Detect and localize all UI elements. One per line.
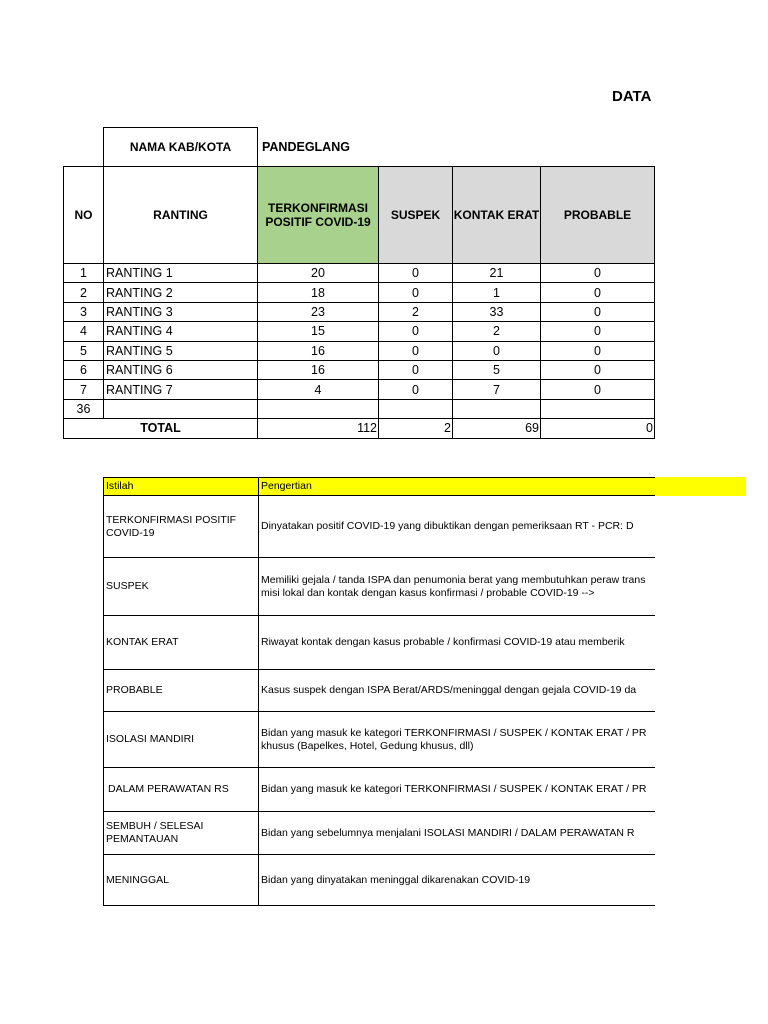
- cell-terkonfirmasi: 18: [258, 283, 379, 302]
- glossary-term: MENINGGAL: [104, 855, 259, 906]
- table-row: [64, 283, 655, 302]
- cell-empty: [104, 399, 258, 418]
- cell-no: 2: [64, 283, 104, 302]
- glossary-header-row: [104, 478, 655, 496]
- kab-kota-label: NAMA KAB/KOTA: [104, 128, 258, 167]
- cell-suspek: 0: [379, 283, 453, 302]
- table-header-row: [64, 167, 655, 264]
- cell-kontak-erat: 0: [453, 341, 541, 360]
- total-label: TOTAL: [64, 419, 258, 438]
- glossary-definition: Bidan yang masuk ke kategori TERKONFIRMASI / SUSPEK / KONTAK ERAT / PR: [259, 768, 655, 812]
- glossary-row: [104, 855, 655, 906]
- cell-probable: 0: [541, 360, 655, 379]
- cell-probable: 0: [541, 380, 655, 399]
- glossary-definition: Memiliki gejala / tanda ISPA dan penumonia berat yang membutuhkan peraw transmisi lokal dan kontak dengan kasus konfirmasi / probable COVID-19 -->: [259, 558, 655, 616]
- header-suspek: SUSPEK: [379, 167, 453, 264]
- glossary-definition: Kasus suspek dengan ISPA Berat/ARDS/meninggal dengan gejala COVID-19 da: [259, 670, 655, 712]
- glossary-header-definition: Pengertian: [259, 478, 655, 496]
- total-suspek: 2: [379, 419, 453, 438]
- cell-probable: 0: [541, 302, 655, 321]
- sheet-title: DATA: [612, 88, 652, 105]
- total-row: [64, 419, 655, 438]
- cell-probable: 0: [541, 264, 655, 283]
- cell-no: 1: [64, 264, 104, 283]
- cell-terkonfirmasi: 23: [258, 302, 379, 321]
- cell-suspek: 0: [379, 264, 453, 283]
- cell-terkonfirmasi: 4: [258, 380, 379, 399]
- cell-terkonfirmasi: 16: [258, 360, 379, 379]
- table-row: [64, 341, 655, 360]
- cell-ranting: RANTING 4: [104, 322, 258, 341]
- cell-kontak-erat: 7: [453, 380, 541, 399]
- cell-no: 4: [64, 322, 104, 341]
- cell-terkonfirmasi: 20: [258, 264, 379, 283]
- cell-kontak-erat: 5: [453, 360, 541, 379]
- cell-terkonfirmasi: 16: [258, 341, 379, 360]
- cell-suspek: 0: [379, 380, 453, 399]
- glossary-row: [104, 712, 655, 768]
- cell-ranting: RANTING 6: [104, 360, 258, 379]
- glossary-term: TERKONFIRMASI POSITIF COVID-19: [104, 496, 259, 558]
- total-kontak-erat: 69: [453, 419, 541, 438]
- glossary-term: SUSPEK: [104, 558, 259, 616]
- cell-no: 7: [64, 380, 104, 399]
- glossary-table: [103, 477, 655, 906]
- glossary-term: DALAM PERAWATAN RS: [104, 768, 259, 812]
- cell-kontak-erat: 21: [453, 264, 541, 283]
- table-row: [64, 302, 655, 321]
- table-row: [64, 380, 655, 399]
- header-terkonfirmasi: TERKONFIRMASI POSITIF COVID-19: [258, 167, 379, 264]
- cell-probable: 0: [541, 322, 655, 341]
- cell-no: 6: [64, 360, 104, 379]
- cell-probable: 0: [541, 341, 655, 360]
- cell-suspek: 2: [379, 302, 453, 321]
- cell-kontak-erat: 33: [453, 302, 541, 321]
- cell-ranting: RANTING 5: [104, 341, 258, 360]
- cell-suspek: 0: [379, 341, 453, 360]
- table-row: [64, 360, 655, 379]
- cell-no: 3: [64, 302, 104, 321]
- total-terkonfirmasi: 112: [258, 419, 379, 438]
- cell-suspek: 0: [379, 360, 453, 379]
- glossary-row: [104, 558, 655, 616]
- cell-ranting: RANTING 7: [104, 380, 258, 399]
- kab-kota-row: [64, 128, 655, 167]
- glossary-term: SEMBUH / SELESAI PEMANTAUAN: [104, 812, 259, 855]
- glossary-row: [104, 812, 655, 855]
- glossary-row: [104, 496, 655, 558]
- glossary-definition: Bidan yang sebelumnya menjalani ISOLASI MANDIRI / DALAM PERAWATAN R: [259, 812, 655, 855]
- cell-no: 5: [64, 341, 104, 360]
- cell-terkonfirmasi: 15: [258, 322, 379, 341]
- glossary-term: PROBABLE: [104, 670, 259, 712]
- header-probable: PROBABLE: [541, 167, 655, 264]
- glossary-term: KONTAK ERAT: [104, 616, 259, 670]
- header-kontak-erat: KONTAK ERAT: [453, 167, 541, 264]
- cell-no: 36: [64, 399, 104, 418]
- kab-kota-value: PANDEGLANG: [262, 139, 350, 154]
- glossary-definition: Bidan yang dinyatakan meninggal dikarenakan COVID-19: [259, 855, 655, 906]
- glossary-header-term: Istilah: [104, 478, 259, 496]
- cell-ranting: RANTING 3: [104, 302, 258, 321]
- glossary-term: ISOLASI MANDIRI: [104, 712, 259, 768]
- glossary-row: [104, 768, 655, 812]
- cell-suspek: 0: [379, 322, 453, 341]
- cell-kontak-erat: 1: [453, 283, 541, 302]
- header-highlight-extension: [654, 477, 746, 496]
- glossary-definition: Riwayat kontak dengan kasus probable / konfirmasi COVID-19 atau memberik: [259, 616, 655, 670]
- glossary-row: [104, 616, 655, 670]
- total-probable: 0: [541, 419, 655, 438]
- header-ranting: RANTING: [104, 167, 258, 264]
- cell-ranting: RANTING 1: [104, 264, 258, 283]
- cell-ranting: RANTING 2: [104, 283, 258, 302]
- cell-kontak-erat: 2: [453, 322, 541, 341]
- glossary-row: [104, 670, 655, 712]
- extra-row: [64, 399, 655, 418]
- data-table: [63, 127, 655, 439]
- glossary-definition: Bidan yang masuk ke kategori TERKONFIRMASI / SUSPEK / KONTAK ERAT / PR khusus (Bapelkes, Hotel, Gedung khusus, dll): [259, 712, 655, 768]
- header-no: NO: [64, 167, 104, 264]
- cell-probable: 0: [541, 283, 655, 302]
- table-row: [64, 264, 655, 283]
- glossary-definition: Dinyatakan positif COVID-19 yang dibuktikan dengan pemeriksaan RT - PCR: D: [259, 496, 655, 558]
- table-row: [64, 322, 655, 341]
